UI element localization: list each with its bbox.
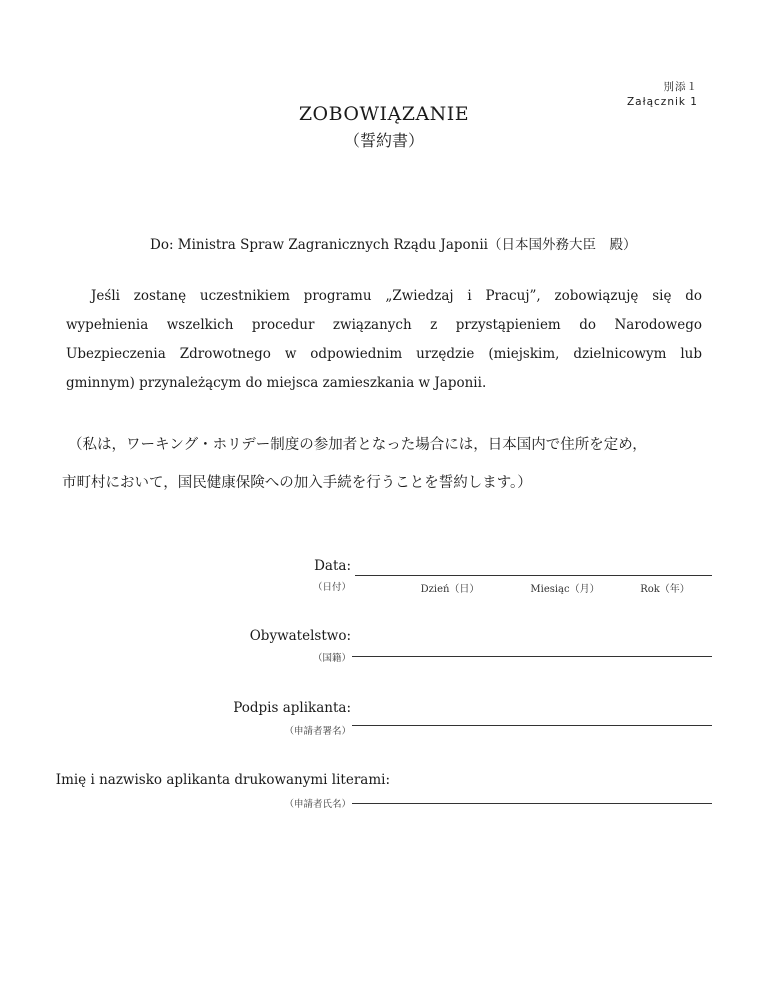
signature-sub-label: （申請者署名） <box>284 726 351 737</box>
date-field-line[interactable] <box>355 575 712 576</box>
attachment-jp: 別添１ <box>663 81 698 93</box>
polish-paragraph <box>66 282 702 398</box>
date-month-label: Miesiąc（月） <box>530 584 600 595</box>
signature-field-line[interactable] <box>352 725 712 726</box>
name-field-line[interactable] <box>352 803 712 804</box>
nationality-field-line[interactable] <box>352 656 712 657</box>
japanese-paragraph <box>62 426 702 502</box>
japanese-line-1: （私は，ワーキング・ホリデー制度の参加者となった場合には，日本国内で住所を定め， <box>68 437 647 453</box>
document-subtitle: （誓約書） <box>343 131 424 150</box>
polish-text: Jeśli zostanę uczestnikiem programu „Zwiedzaj i Pracuj”, zobowiązuję się do wypełnienia wszelkich procedur związanych z przystąpieniem do Narodowego Ubezpieczenia Zdrowotnego w odpowiednim urzędzie (miejskim, dzielnicowym lub gminnym) przynależącym do miejsca zamieszkania w Japonii. <box>66 288 702 391</box>
attachment-pl: Załącznik 1 <box>626 96 698 108</box>
date-day-label: Dzień（日） <box>420 584 480 595</box>
name-sub-label: （申請者氏名） <box>284 799 351 810</box>
date-label: Data: <box>314 558 351 574</box>
nationality-label: Obywatelstwo: <box>249 628 351 644</box>
addressee: Do: Ministra Spraw Zagranicznych Rządu Japonii（日本国外務大臣 殿） <box>150 237 637 253</box>
date-sub-label: （日付） <box>312 582 351 593</box>
signature-label: Podpis aplikanta: <box>233 700 351 716</box>
date-year-label: Rok（年） <box>640 584 690 595</box>
japanese-line-2: 市町村において，国民健康保険への加入手続を行うことを誓約します。） <box>62 475 532 491</box>
name-label: Imię i nazwisko aplikanta drukowanymi literami: <box>55 772 390 788</box>
nationality-sub-label: （国籍） <box>312 653 351 664</box>
document-title: ZOBOWIĄZANIE <box>298 103 470 125</box>
